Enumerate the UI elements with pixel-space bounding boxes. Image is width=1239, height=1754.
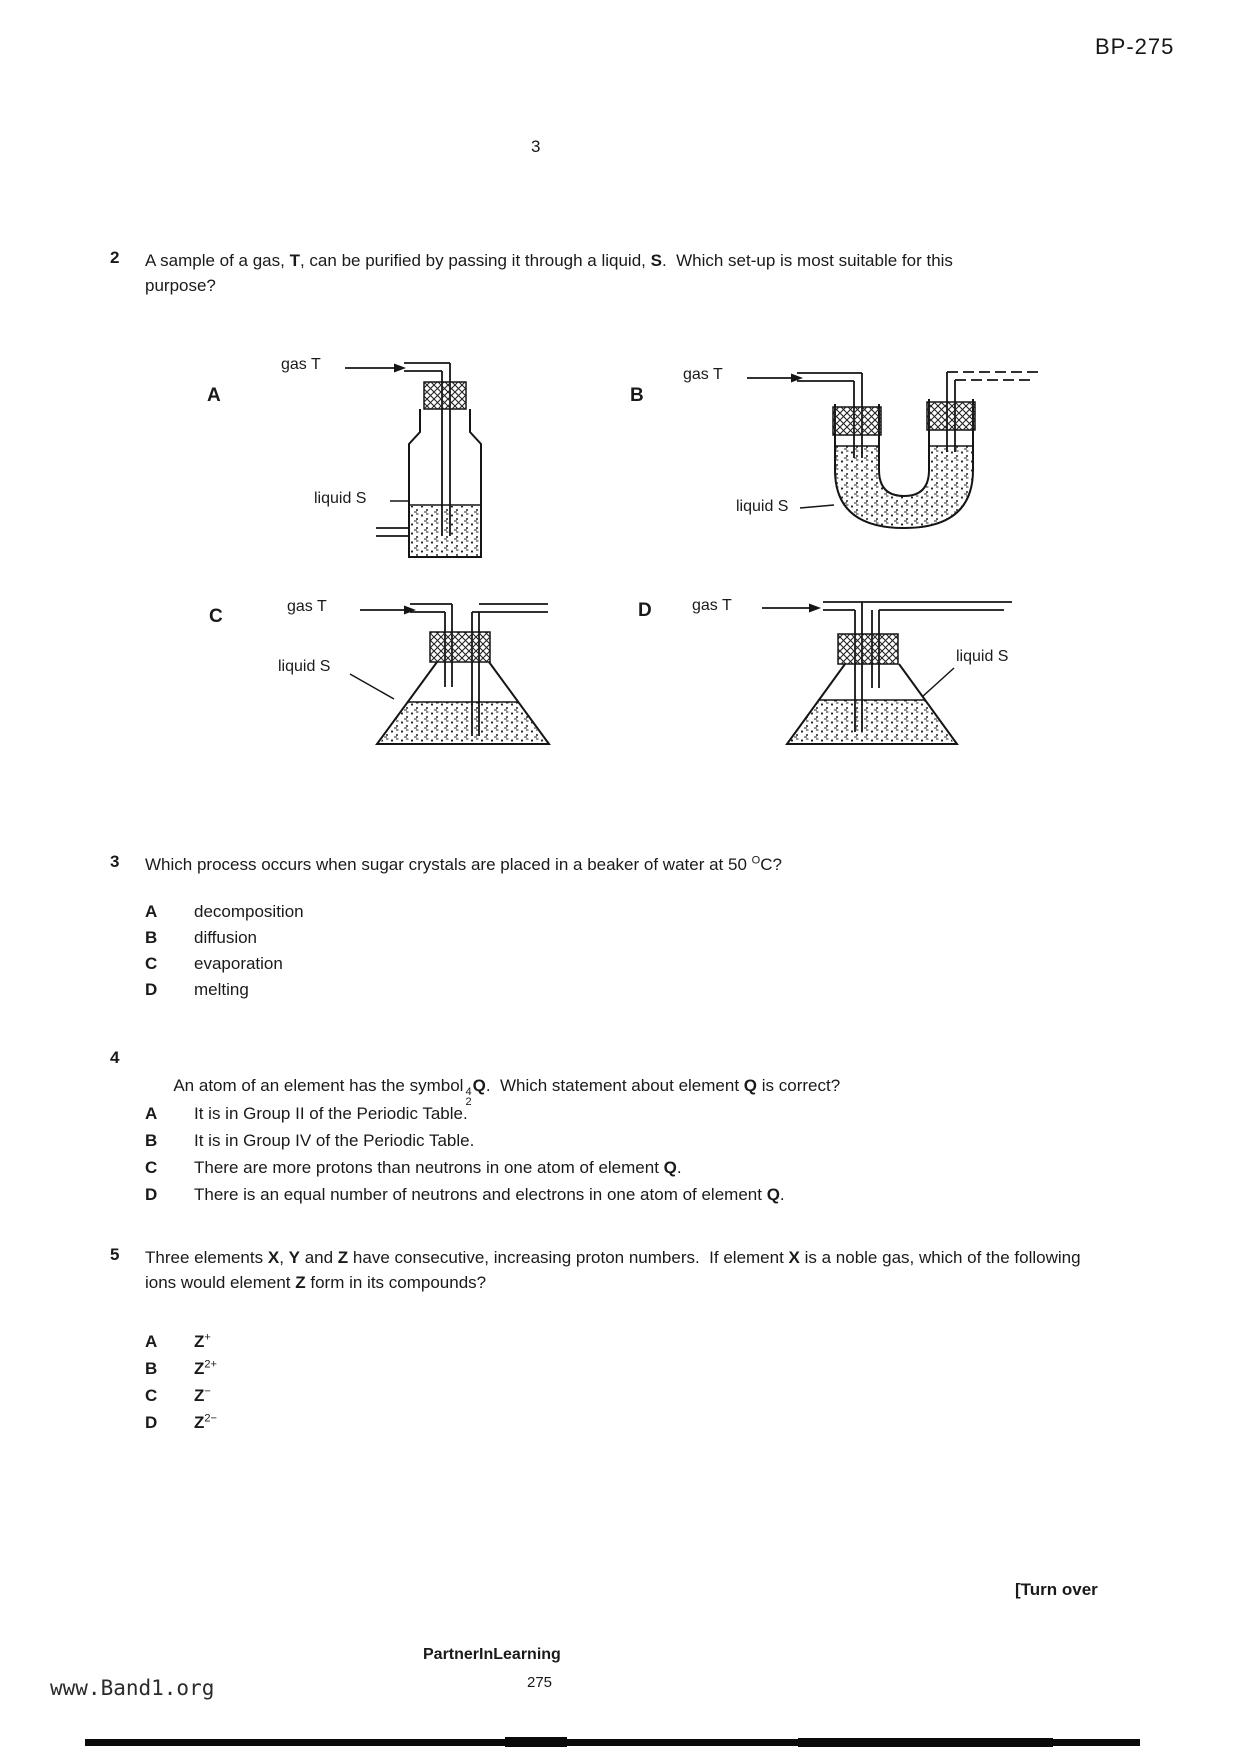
- option-row: [145, 1355, 217, 1382]
- apparatus-d-conical-flask: [762, 602, 1012, 744]
- option-text: melting: [194, 980, 249, 999]
- option-text: It is in Group II of the Periodic Table.: [194, 1104, 468, 1123]
- option-text: There is an equal number of neutrons and electrons in one atom of element Q.: [194, 1185, 785, 1204]
- label-leader: [922, 668, 954, 697]
- diagram-c-gas-label: gas T: [287, 598, 327, 615]
- mass-number: 4: [465, 1086, 472, 1098]
- liquid: [410, 506, 480, 556]
- diagram-d-liquid-label: liquid S: [956, 648, 1009, 665]
- inlet-pipe: [410, 604, 452, 612]
- label-leader: [350, 674, 394, 699]
- stopper: [838, 634, 898, 664]
- outlet-pipe: [472, 604, 548, 612]
- option-text: Z+: [194, 1331, 211, 1351]
- paper-code: BP-275: [1095, 34, 1175, 59]
- inlet-pipe: [797, 373, 862, 381]
- diagram-d-gas-label: gas T: [692, 597, 732, 614]
- outlet-stub: [376, 528, 409, 536]
- option-letter: A: [145, 1332, 158, 1351]
- diagram-b-letter: B: [630, 385, 644, 406]
- option-text: $Z^{2+}$: [194, 1358, 217, 1378]
- diagram-b-gas-label: gas T: [683, 366, 723, 383]
- diagram-a-gas-label: gas T: [281, 356, 321, 373]
- option-letter: D: [145, 1413, 158, 1432]
- option-row: [145, 1154, 785, 1181]
- option-letter: C: [145, 954, 158, 973]
- option-row: [145, 1127, 785, 1154]
- option-letter: B: [145, 1359, 158, 1378]
- option-text: There are more protons than neutrons in one atom of element Q.: [194, 1158, 682, 1177]
- atomic-number: 2: [465, 1096, 472, 1108]
- question-stem: Three elements X, Y and Z have consecutive, increasing proton numbers. If element X is a noble gas, which of the following ions would element Z form in its compounds?: [145, 1248, 1086, 1292]
- option-text: Z−: [194, 1385, 211, 1405]
- stem-after-symbol: . Which statement about element Q is correct?: [485, 1076, 841, 1095]
- option-text: It is in Group IV of the Periodic Table.: [194, 1131, 475, 1150]
- stopper: [424, 382, 466, 409]
- question-number: 4: [110, 1048, 120, 1067]
- outlet-pipe: [947, 372, 1042, 380]
- question-number: 5: [110, 1245, 120, 1264]
- option-row: [145, 1181, 785, 1208]
- options-list: [145, 899, 304, 1003]
- option-row: [145, 1100, 785, 1127]
- diagram-a-letter: A: [207, 385, 221, 406]
- option-letter: C: [145, 1158, 158, 1177]
- diagram-a-liquid-label: liquid S: [314, 490, 367, 507]
- question-number: 3: [110, 852, 120, 871]
- question-stem: Which process occurs when sugar crystals are placed in a beaker of water at 50 $^O$C?: [145, 854, 782, 874]
- option-row: [145, 1409, 217, 1436]
- pipes: [823, 602, 1012, 610]
- turn-over-note: [Turn over: [1015, 1580, 1098, 1599]
- label-leader: [800, 505, 834, 508]
- footer-brand-number: 275: [527, 1674, 553, 1691]
- bottom-scan-bar-segment: [798, 1738, 1053, 1747]
- page-number: 3: [531, 137, 541, 156]
- options-list: [145, 1328, 217, 1436]
- left-stopper: [833, 407, 881, 435]
- stem-before-symbol: An atom of an element has the symbol: [173, 1076, 464, 1095]
- footer-brand: PartnerInLearning: [423, 1646, 561, 1663]
- option-letter: A: [145, 1104, 158, 1123]
- option-text: diffusion: [194, 928, 258, 947]
- option-row: [145, 899, 304, 925]
- diagram-c-liquid-label: liquid S: [278, 658, 331, 675]
- options-list: [145, 1100, 785, 1208]
- option-row: [145, 925, 304, 951]
- question-stem: A sample of a gas, T, can be purified by passing it through a liquid, S. Which set-up is most suitable for this purpose?: [145, 251, 958, 295]
- option-letter: D: [145, 1185, 158, 1204]
- option-text: $Z^{2-}$: [194, 1412, 217, 1432]
- diagram-d-letter: D: [638, 600, 652, 621]
- question-number: 2: [110, 248, 120, 267]
- nuclide-element: Q: [472, 1076, 486, 1095]
- diagram-b-liquid-label: liquid S: [736, 498, 789, 515]
- diagram-c-letter: C: [209, 606, 223, 627]
- footer-website: www.Band1.org: [50, 1676, 215, 1700]
- option-letter: B: [145, 1131, 158, 1150]
- stopper: [430, 632, 490, 662]
- inlet-pipe: [404, 363, 450, 371]
- option-letter: A: [145, 902, 158, 921]
- right-stopper: [927, 402, 975, 430]
- option-row: [145, 1328, 217, 1355]
- bottom-scan-bar-segment: [505, 1737, 567, 1747]
- option-row: [145, 951, 304, 977]
- apparatus-b-u-tube: [747, 372, 1042, 528]
- option-row: [145, 1382, 217, 1409]
- option-text: evaporation: [194, 954, 283, 973]
- liquid: [380, 702, 546, 743]
- apparatus-diagrams: [150, 300, 1050, 770]
- option-text: decomposition: [194, 902, 304, 921]
- option-letter: C: [145, 1386, 158, 1405]
- option-letter: B: [145, 928, 158, 947]
- option-letter: D: [145, 980, 158, 999]
- apparatus-c-conical-flask: [350, 604, 549, 744]
- apparatus-a-gas-washing-bottle: [345, 363, 481, 557]
- option-row: [145, 977, 304, 1003]
